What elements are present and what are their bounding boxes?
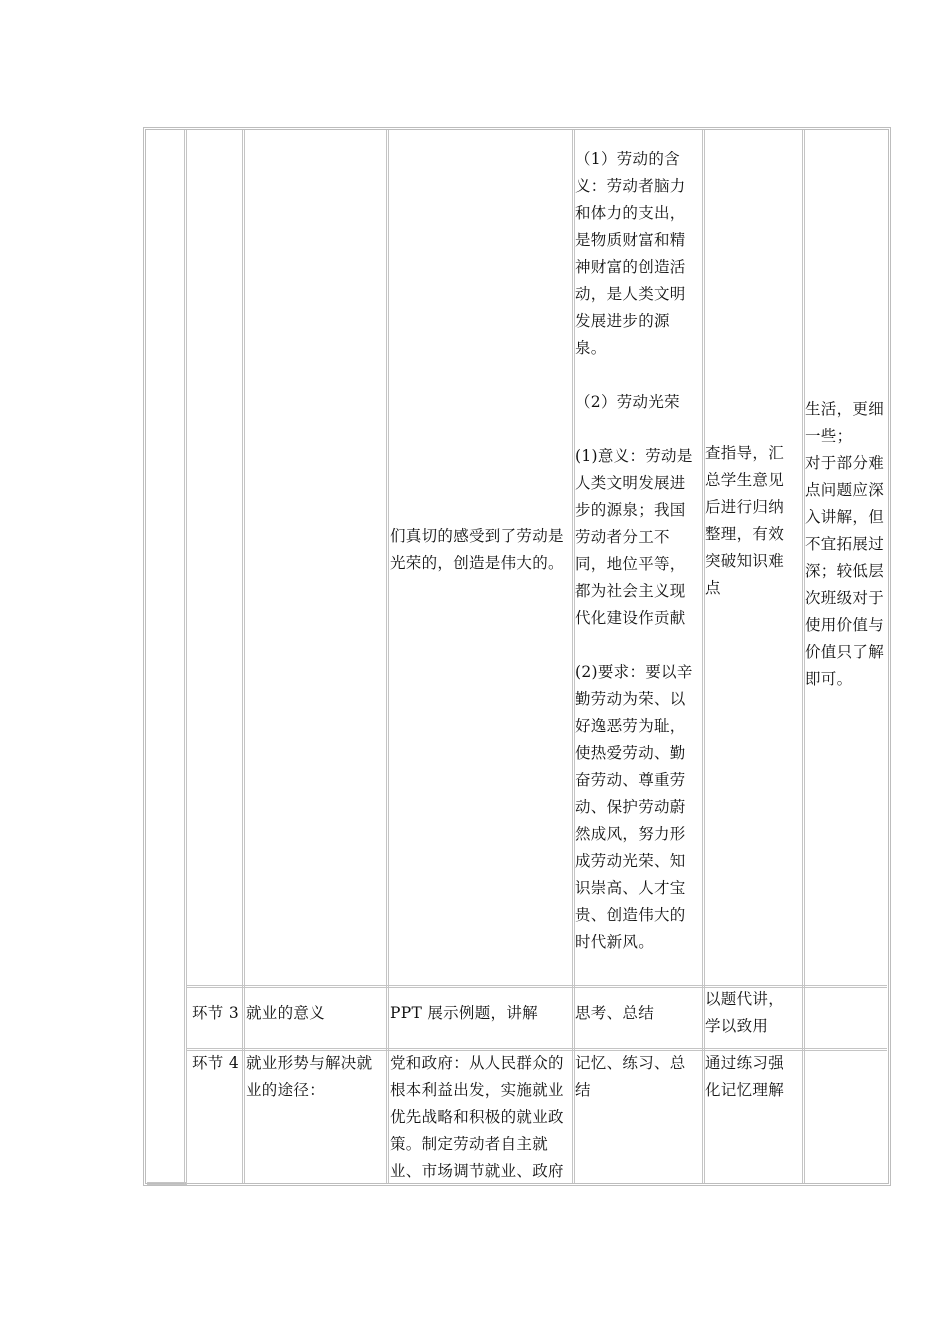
text-line: 就业形势与解决就 <box>246 1054 373 1072</box>
text-line: (2)要求：要以辛 <box>575 663 693 681</box>
text-line: 使热爱劳动、勤 <box>575 744 686 762</box>
text-line: 优先战略和积极的就业政 <box>390 1108 564 1126</box>
text-line: 次班级对于 <box>805 589 885 607</box>
text-line: 动，是人类文明 <box>575 285 686 303</box>
teacher-activity-cell <box>390 1000 538 1027</box>
text-line: 一些； <box>805 427 853 445</box>
text-line: 们真切的感受到了劳动是 <box>390 527 564 545</box>
text-line: 贵、创造伟大的 <box>575 906 686 924</box>
stage-label <box>192 1050 239 1077</box>
text-line: 义：劳动者脑力 <box>575 177 686 195</box>
text-line: 是物质财富和精 <box>575 231 686 249</box>
table-border <box>184 130 187 1185</box>
text-line: （1）劳动的含 <box>575 150 680 168</box>
text-line: PPT 展示例题，讲解 <box>390 1004 538 1022</box>
text-line: 同，地位平等， <box>575 555 686 573</box>
text-line: 识崇高、人才宝 <box>575 879 686 897</box>
text-line: 策。制定劳动者自主就 <box>390 1135 549 1153</box>
teacher-activity-cell <box>390 1050 564 1185</box>
text-line: 人类文明发展进 <box>575 474 686 492</box>
text-line: 时代新风。 <box>575 933 655 951</box>
text-line: 发展进步的源 <box>575 312 670 330</box>
text-line: 以题代讲， <box>705 990 785 1008</box>
text-line: 奋劳动、尊重劳 <box>575 771 686 789</box>
text-line: 业、市场调节就业、政府 <box>390 1162 564 1180</box>
text-line: 和体力的支出， <box>575 204 686 222</box>
text-line: 劳动者分工不 <box>575 528 670 546</box>
text-line: 即可。 <box>805 670 853 688</box>
student-activity-cell <box>575 1000 654 1027</box>
text-line: 通过练习强 <box>705 1054 785 1072</box>
text-line: 成劳动光荣、知 <box>575 852 686 870</box>
text-line: 深；较低层 <box>805 562 885 580</box>
text-line: 生活，更细 <box>805 400 885 418</box>
text-line: 代化建设作贡献 <box>575 609 686 627</box>
design-intent-cell <box>705 1050 784 1104</box>
text-line: 记忆、练习、总 <box>575 1054 686 1072</box>
text-line: 后进行归纳 <box>705 498 785 516</box>
student-activity-cell <box>575 1050 686 1104</box>
text-line: 步的源泉；我国 <box>575 501 686 519</box>
text-line: 神财富的创造活 <box>575 258 686 276</box>
content-cell <box>246 1000 325 1027</box>
text-line: 业的途径： <box>246 1081 326 1099</box>
text-line: 对于部分难 <box>805 454 885 472</box>
text-line: 使用价值与 <box>805 616 885 634</box>
table-border <box>147 1182 187 1185</box>
text-line: 不宜拓展过 <box>805 535 885 553</box>
text-line: 勤劳动为荣、以 <box>575 690 686 708</box>
text-line: 查指导，汇 <box>705 444 785 462</box>
text-line: 就业的意义 <box>246 1004 326 1022</box>
remarks-cell <box>805 396 884 693</box>
text-line: 环节 4 <box>192 1054 239 1072</box>
text-line: 都为社会主义现 <box>575 582 686 600</box>
text-line: 价值只了解 <box>805 643 885 661</box>
text-line: 好逸恶劳为耻， <box>575 717 686 735</box>
text-line: 点问题应深 <box>805 481 885 499</box>
text-line: (1)意义：劳动是 <box>575 447 693 465</box>
text-line: 根本利益出发，实施就业 <box>390 1081 564 1099</box>
stage-label <box>192 1000 239 1027</box>
text-line: 入讲解，但 <box>805 508 885 526</box>
design-intent-cell <box>705 986 784 1040</box>
content-cell <box>246 1050 372 1104</box>
table-border <box>242 130 245 1183</box>
text-line: 泉。 <box>575 339 607 357</box>
text-line: 然成风，努力形 <box>575 825 686 843</box>
text-line: 环节 3 <box>192 1004 239 1022</box>
method-cell <box>705 440 784 602</box>
text-line: 整理，有效 <box>705 525 785 543</box>
table-border <box>386 130 389 1183</box>
text-line: 光荣的，创造是伟大的。 <box>390 554 564 572</box>
text-line: 结 <box>575 1081 591 1099</box>
text-line: 点 <box>705 579 721 597</box>
text-line: 突破知识难 <box>705 552 785 570</box>
text-line: 化记忆理解 <box>705 1081 785 1099</box>
text-line: 总学生意见 <box>705 471 785 489</box>
text-line: 思考、总结 <box>575 1004 655 1022</box>
text-line: （2）劳动光荣 <box>575 393 680 411</box>
text-line: 学以致用 <box>705 1017 769 1035</box>
text-line: 党和政府：从人民群众的 <box>390 1054 564 1072</box>
text-line: 动、保护劳动蔚 <box>575 798 686 816</box>
teacher-activity-cell <box>390 523 564 577</box>
content-cell <box>575 146 693 956</box>
